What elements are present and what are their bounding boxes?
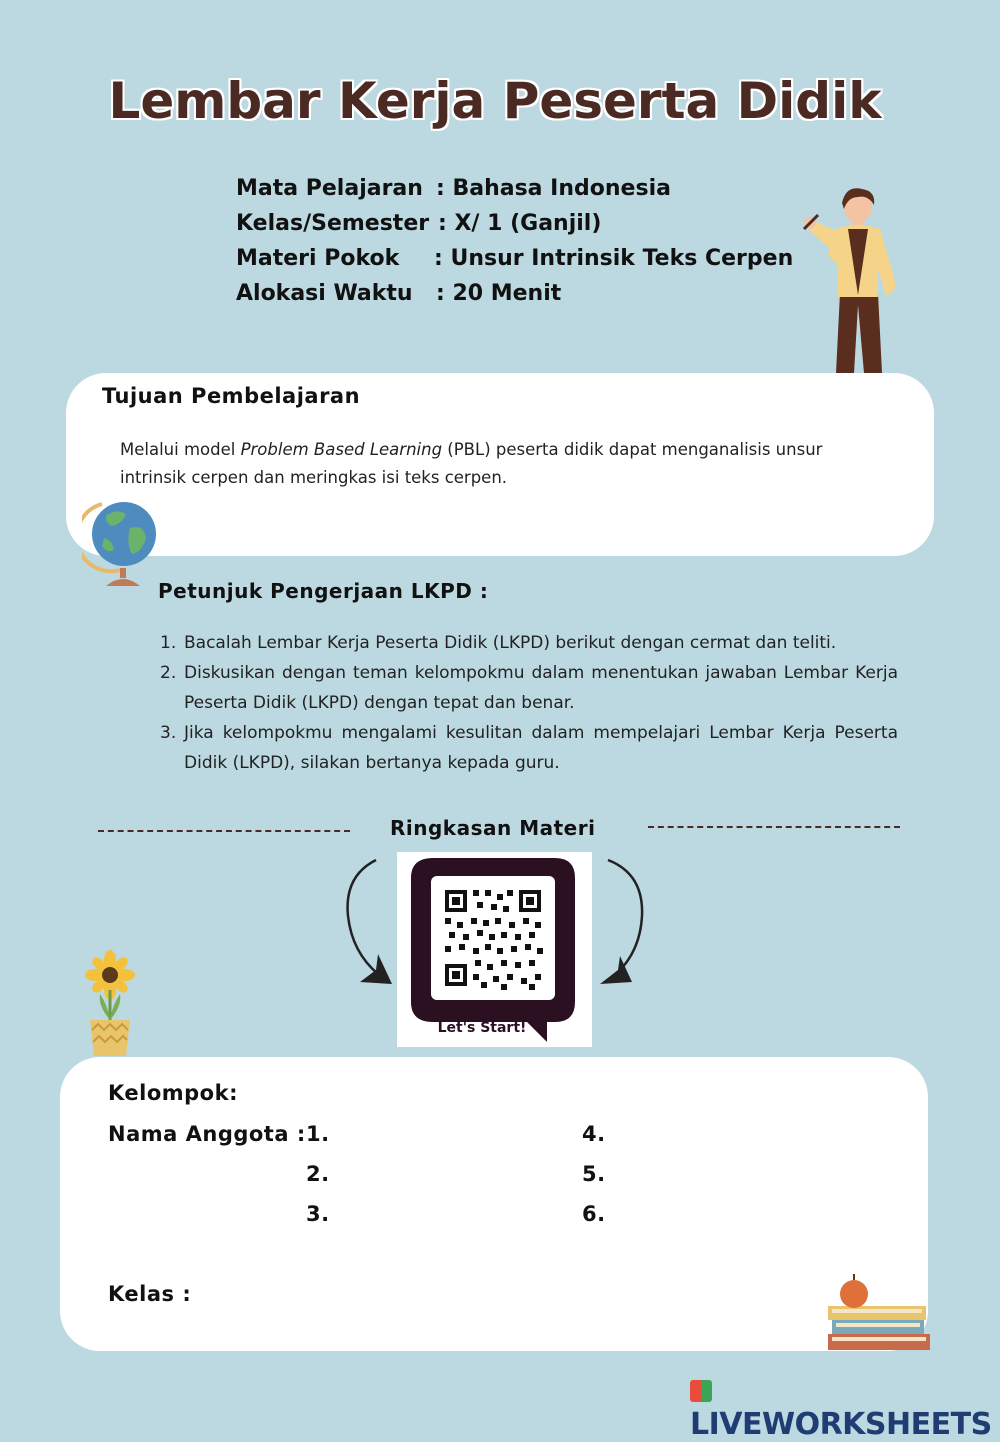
class-label: Kelas : [108,1282,192,1306]
info-value: : 20 Menit [436,281,562,306]
instructions-heading: Petunjuk Pengerjaan LKPD : [158,579,489,603]
divider-right [648,826,900,828]
brand-mark-icon [690,1380,712,1402]
info-time [236,281,561,306]
flower-pot-icon [80,950,140,1060]
page-title: Lembar Kerja Peserta Didik [108,72,882,130]
info-label: Alokasi Waktu [236,281,413,306]
list-number: 2. [160,663,177,683]
qr-caption: Let's Start! [437,1020,527,1036]
arrow-left-icon [338,856,398,992]
summary-heading: Ringkasan Materi [390,816,596,840]
member-number: 1. [306,1122,330,1146]
info-label: Mata Pelajaran [236,176,423,201]
arrow-right-icon [596,856,656,992]
goal-heading: Tujuan Pembelajaran [102,384,361,408]
qr-code-icon [397,852,592,1047]
info-label: Materi Pokok [236,246,400,271]
member-number: 4. [582,1122,606,1146]
brand-logo [690,1372,1000,1442]
info-subject [236,176,671,201]
goal-text [120,436,890,492]
books-apple-icon [824,1272,934,1354]
goal-text-start: Melalui model [120,440,241,459]
goal-text-italic: Problem Based Learning [240,440,443,459]
info-class [236,211,601,236]
list-item [160,658,898,718]
info-value: : X/ 1 (Ganjil) [438,211,602,236]
info-label: Kelas/Semester [236,211,430,236]
list-item [160,718,898,778]
goal-text-end: (PBL) peserta didik dapat menganalisis unsur intrinsik cerpen dan meringkas isi teks cerpen. [120,440,823,487]
qr-code-link[interactable] [397,852,592,1047]
instructions-list [160,628,898,778]
member-number: 6. [582,1202,606,1226]
group-label: Kelompok: [108,1081,238,1105]
list-text: Diskusikan dengan teman kelompokmu dalam menentukan jawaban Lembar Kerja Peserta Didik (LKPD) dengan tepat dan benar. [184,663,898,713]
list-number: 1. [160,633,177,653]
members-label: Nama Anggota : [108,1122,306,1146]
member-number: 2. [306,1162,330,1186]
info-topic [236,246,793,271]
info-value: : Unsur Intrinsik Teks Cerpen [434,246,794,271]
member-number: 3. [306,1202,330,1226]
member-number: 5. [582,1162,606,1186]
list-text: Bacalah Lembar Kerja Peserta Didik (LKPD) berikut dengan cermat dan teliti. [184,633,837,653]
info-value: : Bahasa Indonesia [436,176,671,201]
globe-icon [82,494,162,594]
teacher-illustration [798,185,913,375]
list-text: Jika kelompokmu mengalami kesulitan dalam mempelajari Lembar Kerja Peserta Didik (LKPD), silakan bertanya kepada guru. [184,723,898,773]
brand-name: LIVEWORKSHEETS [690,1407,992,1442]
divider-left [98,830,350,832]
list-number: 3. [160,723,177,743]
list-item [160,628,898,658]
